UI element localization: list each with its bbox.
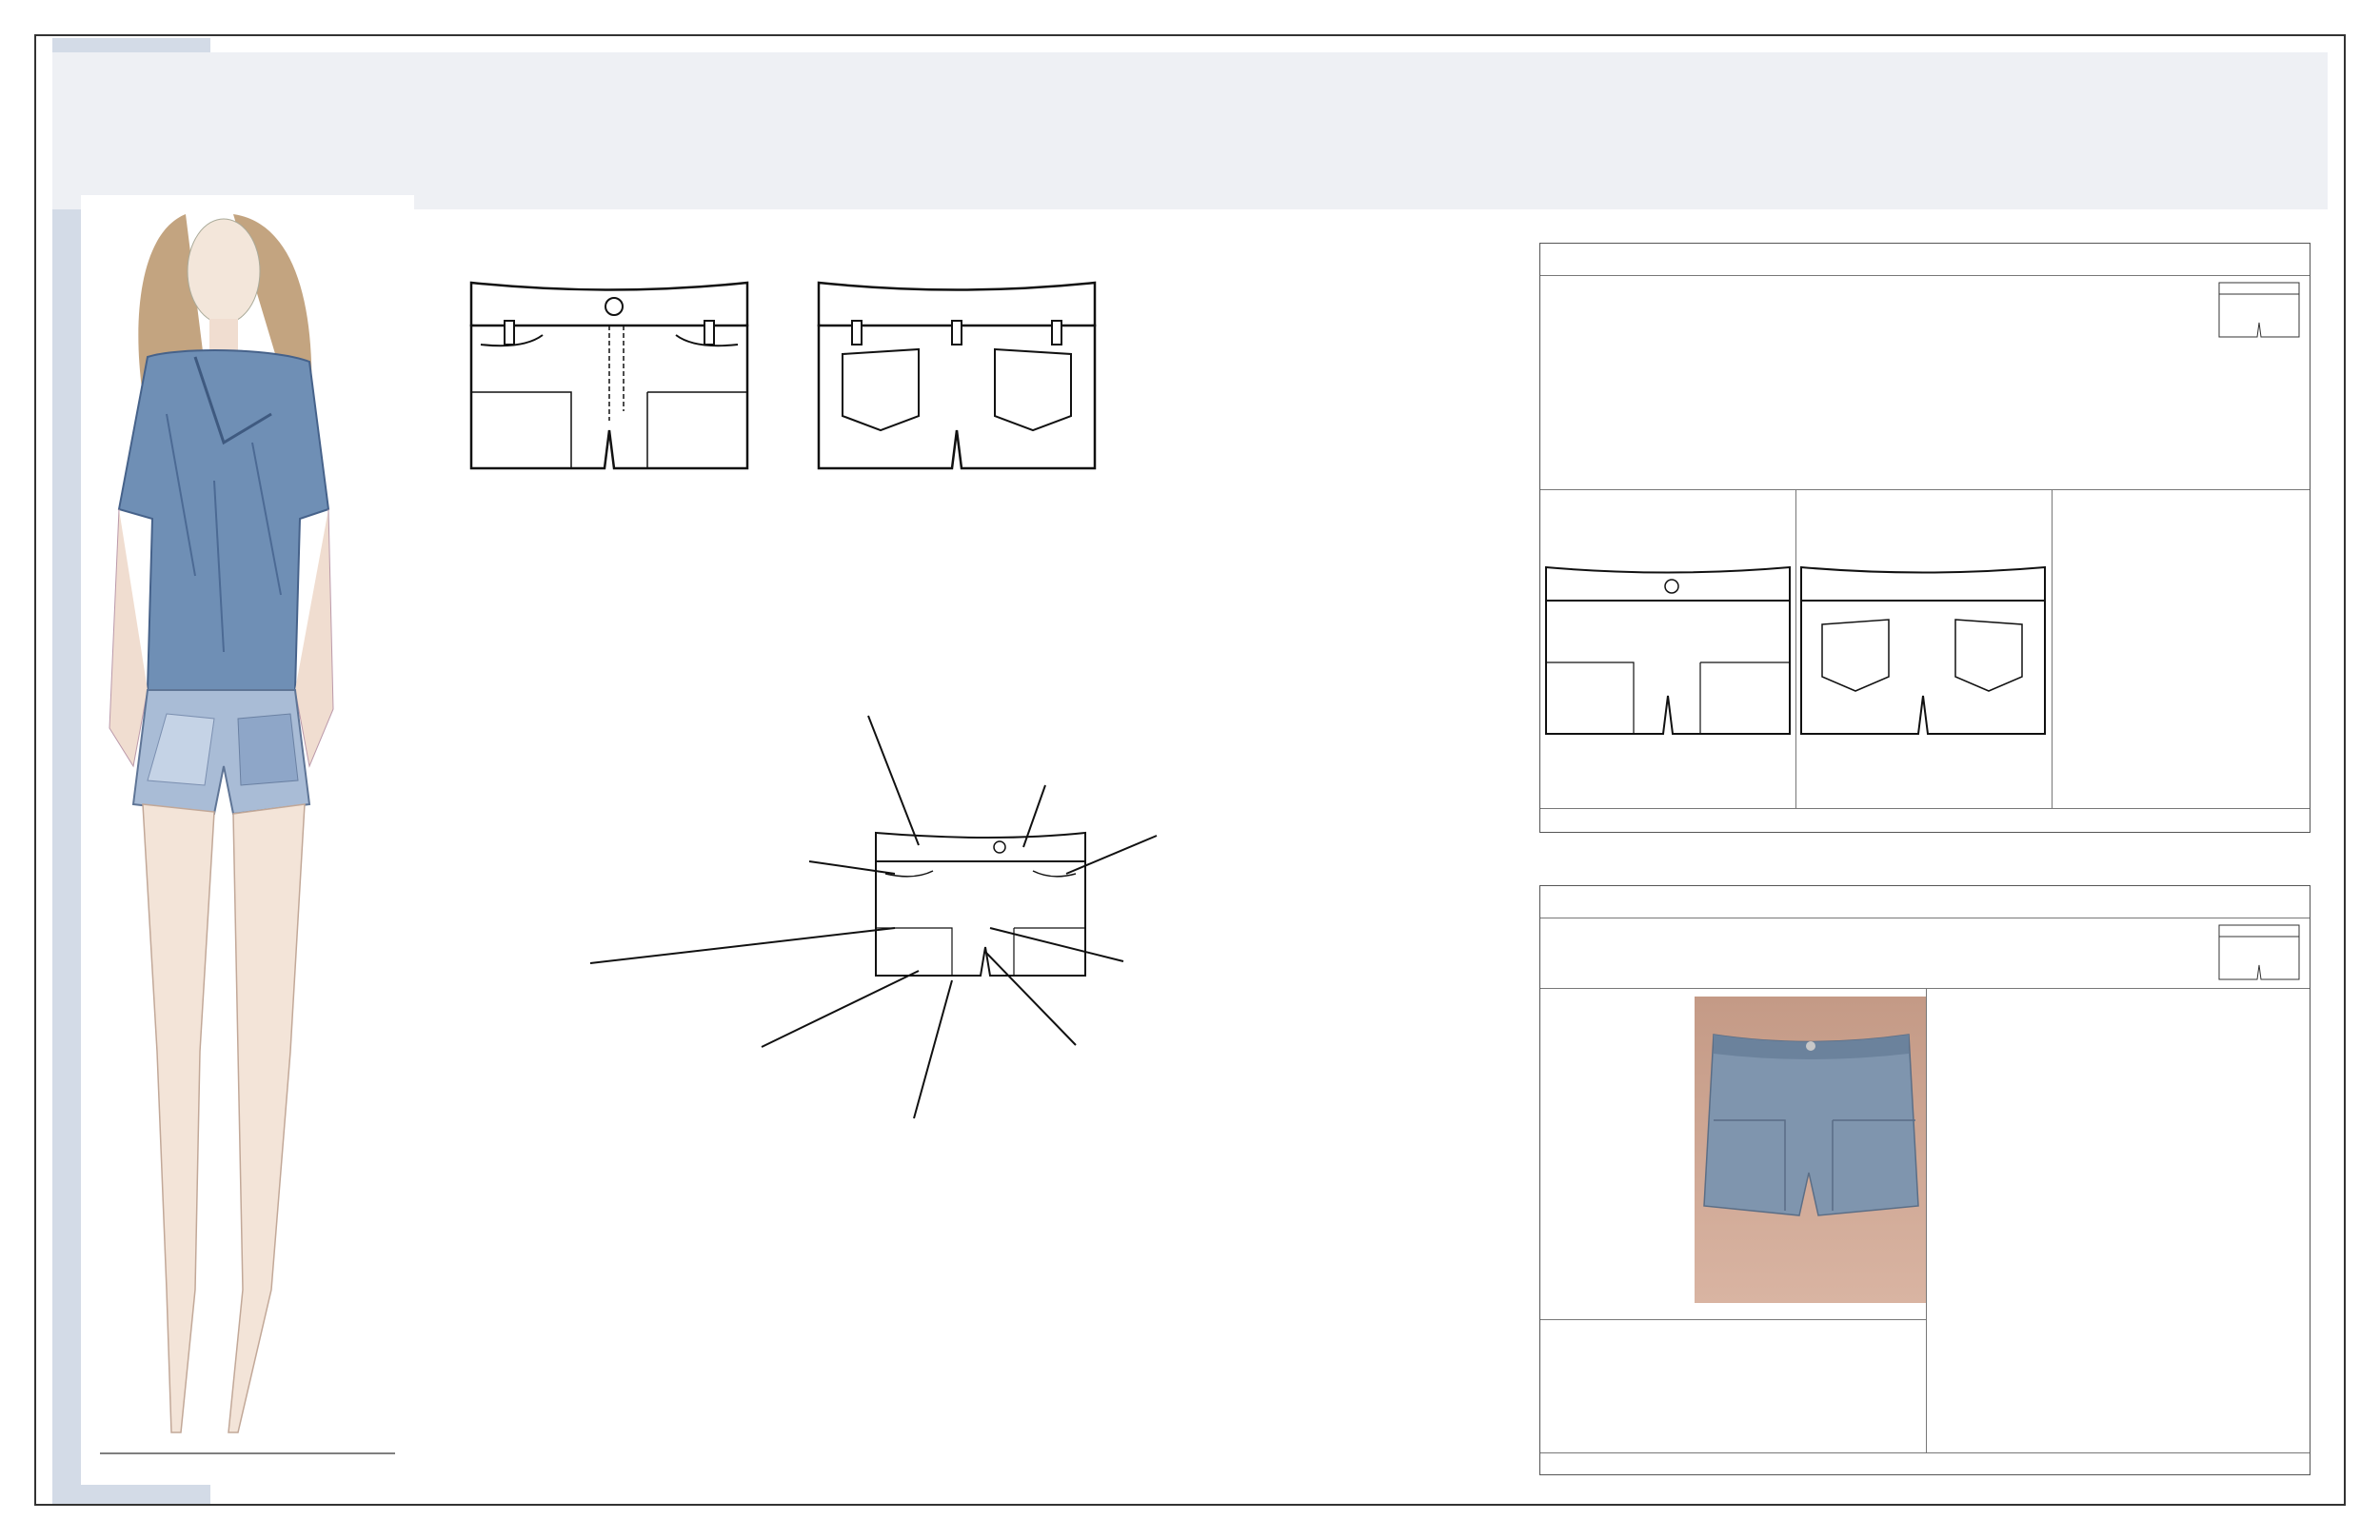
sheet-divider (1795, 489, 1796, 808)
sheet-divider (2052, 489, 2053, 808)
sheet-rule (1540, 275, 2310, 276)
sheet-thumbnail (2216, 280, 2302, 342)
sheet-rule (1540, 808, 2310, 809)
flat-sketch-front (466, 278, 752, 487)
flat-sketch-back (814, 278, 1100, 487)
sheet-rule (1540, 988, 2310, 989)
sheet-rule (1540, 1319, 1926, 1320)
proto-sample-photo (1695, 997, 1926, 1303)
sheet-rule (1540, 489, 2310, 490)
sheet-flat-back (1798, 563, 2048, 743)
spec-sheet-style-summary (1539, 243, 2311, 833)
fashion-sketch-illustration (81, 195, 414, 1485)
fashion-sketch-panel (81, 195, 414, 1485)
spec-sheet-proto-comments (1539, 885, 2311, 1475)
sheet-divider (1926, 988, 1927, 1452)
sheet-rule (1540, 1452, 2310, 1453)
sheet-flat-front (1543, 563, 1793, 743)
sheet-thumbnail (2216, 922, 2302, 984)
